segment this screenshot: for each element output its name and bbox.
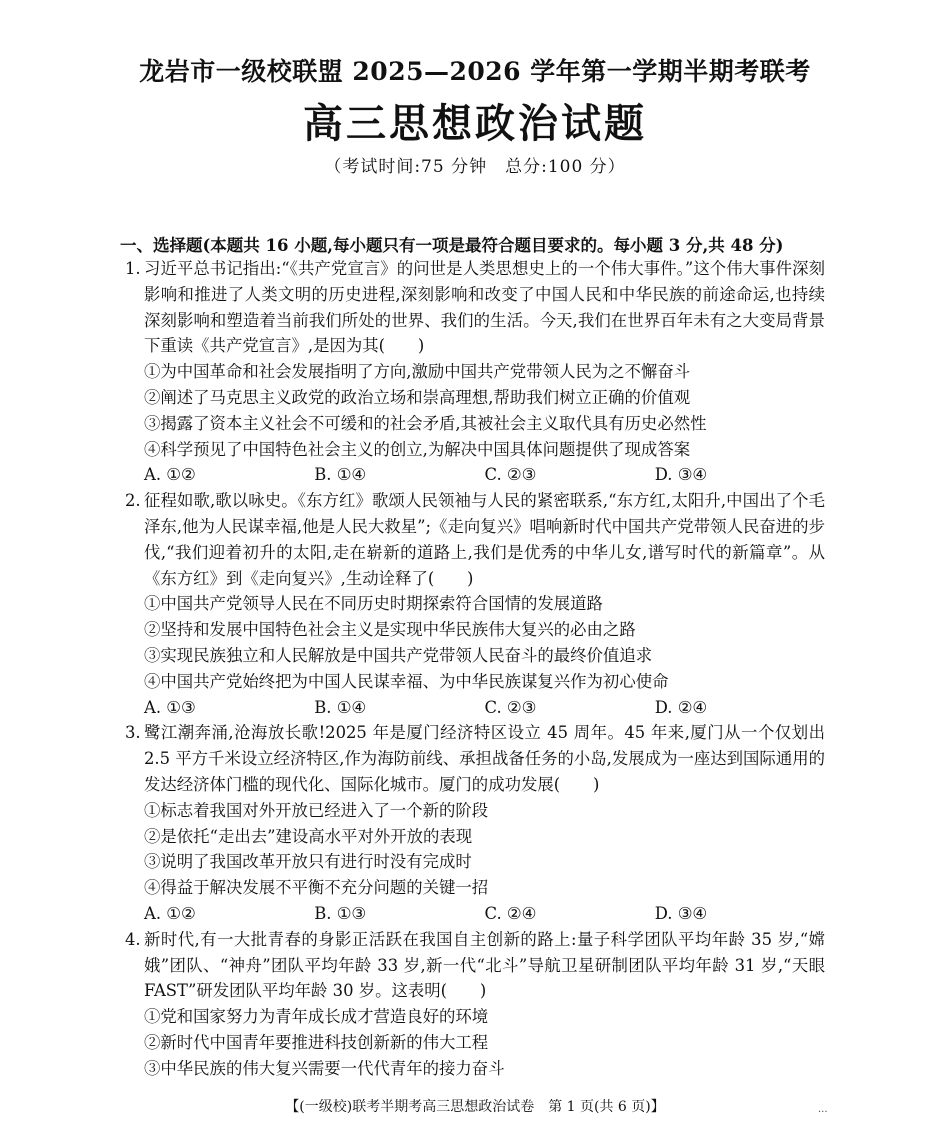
statement-option: ③实现民族独立和人民解放是中国共产党带领人民奋斗的最终价值追求: [144, 645, 653, 665]
choice-c: C. ②③: [484, 697, 537, 717]
statement-option: ④中国共产党始终把为中国人民谋幸福、为中华民族谋复兴作为初心使命: [144, 671, 669, 691]
answer-choices: [125, 462, 825, 488]
question-number: 2.: [125, 491, 141, 511]
choice-a: A. ①②: [144, 903, 196, 923]
answer-choices: [125, 695, 825, 721]
question-text: 鹭江潮奔涌,沧海放长歌!2025 年是厦门经济特区设立 45 周年。45 年来,厦门从一个仅划出 2.5 平方千米设立经济特区,作为海防前线、承担战备任务的小岛,发展成为一座达到国际通用的发达经济体门槛的现代化、国际化城市。厦门的成功发展( ): [144, 723, 825, 794]
question-text: 新时代,有一大批青春的身影正活跃在我国自主创新的路上:量子科学团队平均年龄 35 岁,“嫦娥”团队、“神舟”团队平均年龄 33 岁,新一代“北斗”导航卫星研制团队平均年龄 31 岁,“天眼 FAST”研发团队平均年龄 30 岁。这表明( ): [144, 929, 825, 1001]
question-text: 习近平总书记指出:“《共产党宣言》的问世是人类思想史上的一个伟大事件。”这个伟大事件深刻影响和推进了人类文明的历史进程,深刻影响和改变了中国人民和中华民族的前途命运,也持续深刻影响和塑造着当前我们所处的世界、我们的生活。今天,我们在世界百年未有之大变局背景下重读《共产党宣言》,是因为其( ): [144, 259, 825, 356]
question-number: 1.: [125, 259, 141, 278]
statement-option: ②坚持和发展中国特色社会主义是实现中华民族伟大复兴的必由之路: [144, 620, 636, 640]
question-stem: [125, 927, 825, 1004]
exam-header-line: 龙岩市一级校联盟 2025—2026 学年第一学期半期考联考: [139, 57, 811, 86]
question-stem: [125, 488, 825, 591]
statement-option: ②是依托“走出去”建设高水平对外开放的表现: [144, 826, 473, 846]
choice-d: D. ②④: [654, 697, 708, 717]
statement-option: ③揭露了资本主义社会不可缓和的社会矛盾,其被社会主义取代具有历史必然性: [144, 413, 707, 433]
statement-option: ③中华民族的伟大复兴需要一代代青年的接力奋斗: [144, 1058, 505, 1078]
statement-option: ①党和国家努力为青年成长成才营造良好的环境: [144, 1007, 489, 1027]
statement-option: ①中国共产党领导人民在不同历史时期探索符合国情的发展道路: [144, 594, 603, 614]
question-number: 3.: [125, 723, 141, 743]
footer-mark: ...: [818, 1104, 828, 1115]
question-4: [125, 927, 825, 1082]
exam-meta: （考试时间:75 分钟 总分:100 分）: [324, 157, 626, 177]
question-1: [125, 256, 825, 488]
question-3: [125, 720, 825, 926]
question-text: 征程如歌,歌以咏史。《东方红》歌颂人民领袖与人民的紧密联系,“东方红,太阳升,中国出了个毛泽东,他为人民谋幸福,他是人民大救星”;《走向复兴》唱响新时代中国共产党带领人民奋进的步伐,“我们迎着初升的太阳,走在崭新的道路上,我们是优秀的中华儿女,谱写时代的新篇章”。从《东方红》到《走向复兴》,生动诠释了( ): [144, 491, 825, 588]
statement-option: ③说明了我国改革开放只有进行时没有完成时: [144, 852, 472, 872]
choice-d: D. ③④: [654, 465, 708, 485]
section-heading: 一、选择题(本题共 16 小题,每小题只有一项是最符合题目要求的。每小题 3 分,共 48 分): [120, 236, 784, 255]
choice-d: D. ③④: [654, 903, 708, 923]
statement-option: ④得益于解决发展不平衡不充分问题的关键一招: [144, 878, 489, 898]
statement-option: ①为中国革命和社会发展指明了方向,激励中国共产党带领人民为之不懈奋斗: [144, 362, 691, 382]
statement-option: ④科学预见了中国特色社会主义的创立,为解决中国具体问题提供了现成答案: [144, 439, 691, 459]
question-stem: [125, 256, 825, 359]
choice-c: C. ②④: [484, 903, 537, 923]
statement-option: ①标志着我国对外开放已经进入了一个新的阶段: [144, 800, 489, 820]
statement-option: ②阐述了马克思主义政党的政治立场和崇高理想,帮助我们树立正确的价值观: [144, 387, 691, 407]
question-list: [125, 256, 825, 1082]
choice-a: A. ①②: [144, 465, 196, 485]
choice-b: B. ①④: [314, 697, 367, 717]
choice-c: C. ②③: [484, 465, 537, 485]
page-footer: 【(一级校)联考半期考高三思想政治试卷 第 1 页(共 6 页)】: [285, 1099, 665, 1115]
question-number: 4.: [125, 929, 141, 949]
question-stem: [125, 720, 825, 797]
exam-title: 高三思想政治试题: [303, 100, 647, 147]
choice-b: B. ①④: [314, 465, 367, 485]
choice-b: B. ①③: [314, 903, 367, 923]
choice-a: A. ①③: [144, 697, 196, 717]
statement-option: ②新时代中国青年要推进科技创新新的伟大工程: [144, 1032, 489, 1052]
question-2: [125, 488, 825, 720]
answer-choices: [125, 901, 825, 927]
